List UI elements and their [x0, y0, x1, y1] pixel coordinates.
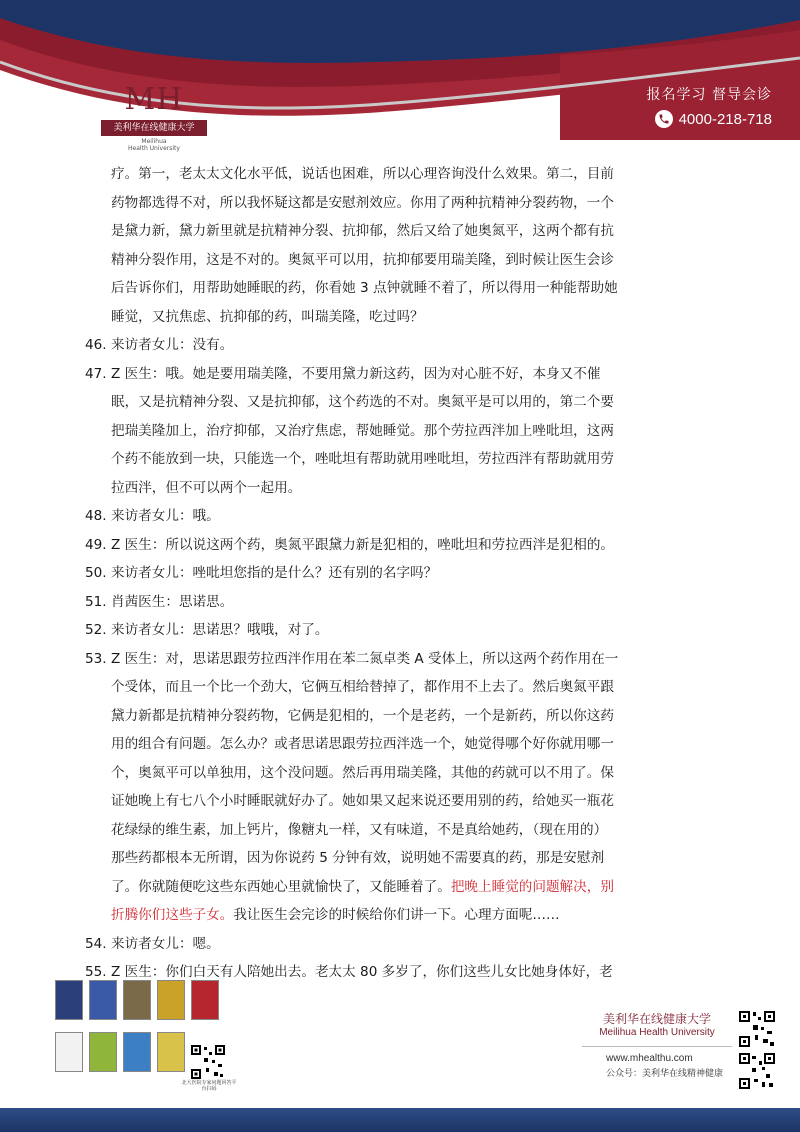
text-line: Z 医生：你们白天有人陪她出去。老太太 80 多岁了，你们这些儿女比她身体好，老 — [111, 964, 613, 980]
text-line: 后告诉你们，用帮助她睡眠的药，你看她 3 点钟就睡不着了，所以得用一种能帮助她 — [111, 280, 618, 296]
footer-university-cn: 美利华在线健康大学 — [602, 1012, 711, 1026]
text-line: 黛力新都是抗精神分裂药物，它俩是犯相的，一个是老药，一个是新药，所以你这药 — [111, 707, 614, 724]
header-contact — [592, 84, 772, 128]
text-line: 来访者女儿：唑吡坦您指的是什么？还有别的名字吗？ — [111, 565, 438, 581]
text-line: 个受体，而且一个比一个劲大，它俩互相给替掉了，都作用不上去了。然后奥氮平跟 — [111, 679, 614, 695]
item-number: 48. — [85, 508, 107, 524]
text-line: 用的组合有问题。怎么办？或者思诺思跟劳拉西泮选一个，她觉得哪个好你就用哪一 — [111, 736, 614, 752]
qr-code-small — [190, 1044, 226, 1080]
footer-university-info — [582, 1010, 732, 1079]
dialogue-item-47 — [85, 360, 725, 503]
dialogue-item-54 — [85, 930, 725, 959]
text-line: 证她晚上有七八个小时睡眠就好办了。她如果又起来说还要用别的药，给她买一瓶花 — [111, 793, 614, 809]
footer-university-en: Meilihua Health University — [599, 1027, 715, 1038]
text-line: 个药不能放到一块，只能选一个，唑吡坦有帮助就用唑吡坦，劳拉西泮有帮助就用劳 — [111, 451, 614, 467]
footer-website: www.mhealthu.com — [606, 1053, 693, 1064]
qr-code-website — [738, 1010, 776, 1048]
book-cover-image — [89, 980, 117, 1020]
logo-english — [95, 138, 213, 152]
dialogue-item-52 — [85, 616, 725, 645]
phone-icon — [655, 110, 673, 128]
item-number: 52. — [85, 622, 107, 638]
qr-caption: 北大医院专家问题回答平台扫码 — [181, 1080, 237, 1092]
dialogue-item-46 — [85, 331, 725, 360]
text-line: 来访者女儿：嗯。 — [111, 935, 220, 952]
text-line: 来访者女儿：思诺思？哦哦，对了。 — [111, 622, 329, 638]
book-cover-image — [191, 980, 219, 1020]
text-segment: 了。你就随便吃这些东西她心里就愉快了，又能睡着了。 — [111, 878, 451, 895]
item-number: 50. — [85, 565, 107, 581]
text-line: Z 医生：哦。她是要用瑞美隆，不要用黛力新这药，因为对心脏不好，本身又不催 — [111, 365, 601, 382]
book-cover-image — [55, 980, 83, 1020]
text-line: Z 医生：所以说这两个药，奥氮平跟黛力新是犯相的，唑吡坦和劳拉西泮是犯相的。 — [111, 536, 615, 553]
book-cover-image — [157, 980, 185, 1020]
text-line: 拉西泮，但不可以两个一起用。 — [111, 479, 302, 496]
text-line: 来访者女儿：没有。 — [111, 337, 234, 353]
dialogue-item-53 — [85, 645, 725, 930]
item-number: 51. — [85, 593, 107, 610]
book-cover-image — [157, 1032, 185, 1072]
logo-ribbon-text: 美利华在线健康大学 — [101, 120, 207, 136]
header-phone-row — [592, 110, 772, 128]
text-line: 药物都选得不对，所以我怀疑这都是安慰剂效应。你用了两种抗精神分裂药物，一个 — [111, 194, 614, 211]
text-line — [111, 901, 725, 930]
text-line: 花绿绿的维生素，加上钙片，像糖丸一样，又有味道，不是真给她药，（现在用的） — [111, 821, 608, 838]
book-cover-image — [123, 980, 151, 1020]
text-line: 睡觉，又抗焦虑、抗抑郁的药，叫瑞美隆，吃过吗？ — [111, 308, 424, 325]
text-line: 是黛力新，黛力新里就是抗精神分裂、抗抑郁，然后又给了她奥氮平，这两个都有抗 — [111, 223, 614, 239]
footer-wechat: 公众号：美利华在线精神健康 — [606, 1069, 724, 1079]
text-line: 那些药都根本无所谓，因为你说药 5 分钟有效，说明她不需要真的药，那是安慰剂 — [111, 850, 605, 866]
text-line: 个，奥氮平可以单独用，这个没问题。然后再用瑞美隆，其他的药就可以不用了。保 — [111, 764, 614, 781]
text-line: 肖茜医生：思诺思。 — [111, 593, 234, 610]
logo-english-line2: Health University — [128, 145, 180, 152]
book-cover-image — [89, 1032, 117, 1072]
item-number: 46. — [85, 337, 107, 353]
highlighted-text: 把晚上睡觉的问题解决，别 — [450, 878, 614, 895]
text-line: 疗。第一，老太太文化水平低，说话也困难，所以心理咨询没什么效果。第二，目前 — [111, 166, 614, 182]
text-segment: 我让医生会完诊的时候给你们讲一下。心理方面呢…… — [233, 907, 560, 923]
text-line: 把瑞美隆加上，治疗抑郁，又治疗焦虑，帮她睡觉。那个劳拉西泮加上唑吡坦，这两 — [111, 422, 614, 439]
item-number: 49. — [85, 536, 107, 553]
item-number: 47. — [85, 365, 107, 382]
item-number: 54. — [85, 935, 107, 952]
university-logo — [95, 72, 213, 154]
document-body — [85, 160, 725, 987]
qr-code-wechat — [738, 1052, 776, 1090]
text-line: 精神分裂作用，这是不对的。奥氮平可以用，抗抑郁要用瑞美隆，到时候让医生会诊 — [111, 251, 614, 268]
logo-english-line1: Meilihua — [141, 138, 167, 145]
book-cover-image — [123, 1032, 151, 1072]
item-number: 53. — [85, 650, 107, 667]
logo-mark: MH — [124, 82, 184, 117]
dialogue-item-50 — [85, 559, 725, 588]
header-slogan: 报名学习 督导会诊 — [646, 87, 772, 103]
continuation-paragraph — [85, 160, 725, 331]
item-number: 55. — [85, 964, 107, 980]
dialogue-item-48 — [85, 502, 725, 531]
footer-bar — [0, 1108, 800, 1132]
text-line: Z 医生：对，思诺思跟劳拉西泮作用在苯二氮卓类 A 受体上，所以这两个药作用在一 — [111, 650, 619, 667]
highlighted-text: 折腾你们这些子女。 — [111, 907, 234, 923]
dialogue-item-49 — [85, 531, 725, 560]
footer-divider — [582, 1046, 732, 1047]
text-line — [111, 873, 725, 902]
book-cover-image — [55, 1032, 83, 1072]
dialogue-item-51 — [85, 588, 725, 617]
text-line: 来访者女儿：哦。 — [111, 508, 220, 524]
header-phone-number: 4000-218-718 — [678, 110, 772, 128]
text-line: 眠，又是抗精神分裂、又是抗抑郁，这个药选的不对。奥氮平是可以用的，第二个要 — [111, 394, 614, 410]
